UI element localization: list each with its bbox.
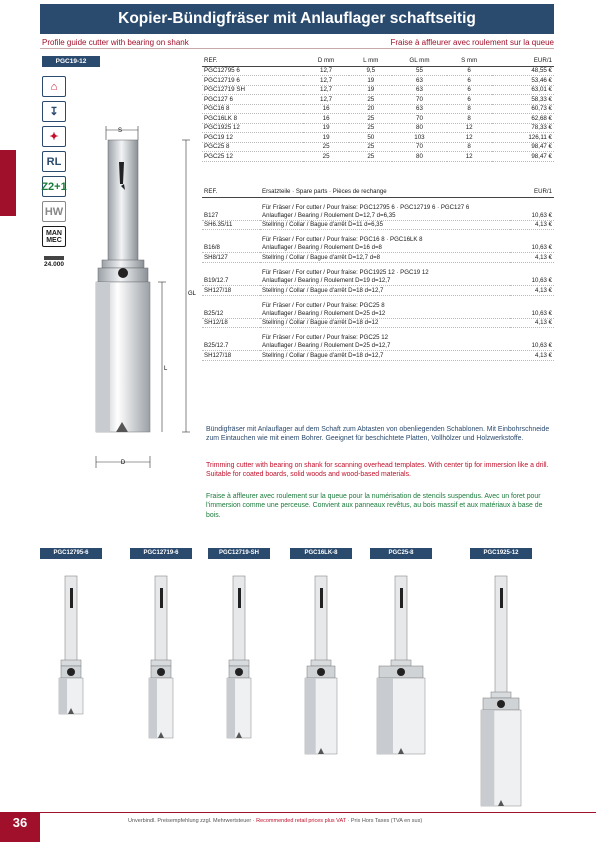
spec-body [202, 66, 554, 161]
description-de: Bündigfräser mit Anlauflager auf dem Schaft zum Abtasten von obenliegenden Schablonen. Mit Einbohrschneide zum Eintauchen wie mit einem Bohrer. Geeignet für beschichtete Platten, Vollhölzer und Holzwerkstoffe. [206, 426, 550, 443]
parts-row [202, 276, 554, 286]
part-desc: Stellring / Collar / Bague d'arrêt D=18 d=12,7 [260, 351, 510, 361]
spec-gl: 103 [392, 133, 446, 143]
feature-icons [42, 76, 68, 276]
dim-d-label: D [120, 460, 126, 466]
variant-body-shade [305, 678, 316, 754]
spec-row [202, 95, 554, 105]
spec-gl: 63 [392, 85, 446, 95]
parts-group-for: Für Fräser / For cutter / Pour fraise: PGC16 8 · PGC16LK 8 [262, 236, 423, 244]
variant-flute-mark [500, 588, 503, 608]
cutter-drawing [88, 120, 198, 470]
spec-s: 6 [447, 95, 492, 105]
spec-ref: PGC16LK 8 [202, 114, 303, 124]
part-ref: B25/12.7 [202, 341, 260, 351]
page-header [40, 4, 554, 34]
part-desc: Anlauflager / Bearing / Roulement D=19 d=12,7 [260, 276, 510, 286]
variants-row [40, 548, 554, 810]
parts-group-spacer [202, 197, 260, 211]
spec-col-l: L mm [349, 56, 392, 66]
spec-d: 12,7 [303, 76, 349, 86]
variant-label: PGC12719-6 [130, 548, 192, 559]
part-ref: SH12/18 [202, 318, 260, 328]
spec-row [202, 104, 554, 114]
variant-cutter-drawing [290, 560, 352, 810]
parts-group-heading [202, 230, 554, 244]
variant-flute-mark [70, 588, 73, 608]
variant-body-shade [227, 678, 235, 738]
dim-gl-label: GL [188, 291, 197, 297]
carbide-icon: HW [42, 201, 66, 222]
part-ref: SH6.35/11 [202, 220, 260, 230]
spec-d: 16 [303, 114, 349, 124]
variant-collar [311, 660, 331, 666]
spec-gl: 70 [392, 114, 446, 124]
footer-text-en: Recommended retail prices plus VAT [256, 818, 346, 824]
variant-body-shade [481, 710, 494, 806]
footer-text-fr: · Prix Hors Taxes (TVA en sus) [345, 818, 423, 824]
variant-flute-mark [400, 588, 403, 608]
parts-group-spacer [202, 295, 260, 309]
part-price: 10,63 € [510, 309, 554, 319]
part-price: 4,13 € [510, 285, 554, 295]
spec-s: 8 [447, 104, 492, 114]
copy-cut-icon: ✦ [42, 126, 66, 147]
rotation-icon: RL [42, 151, 66, 172]
spec-s: 12 [447, 133, 492, 143]
spec-d: 19 [303, 133, 349, 143]
spec-ref: PGC25 12 [202, 152, 303, 162]
parts-group-spacer [202, 328, 260, 342]
part-desc: Anlauflager / Bearing / Roulement D=25 d=12 [260, 309, 510, 319]
spec-d: 19 [303, 123, 349, 133]
spec-price: 78,33 € [492, 123, 554, 133]
part-price: 10,63 € [510, 211, 554, 221]
spec-l: 20 [349, 104, 392, 114]
spec-ref: PGC12719 6 [202, 76, 303, 86]
parts-group-for: Für Fräser / For cutter / Pour fraise: PGC12795 6 · PGC12719 6 · PGC127 6 [262, 203, 470, 211]
spec-price: 98,47 € [492, 142, 554, 152]
dim-l-label: L [164, 366, 168, 372]
description-fr: Fraise à affleurer avec roulement sur la queue pour la numérisation de stencils suspendus. Avec un foret pour l'immersion comme une perceuse. Convient aux panneaux revêtus, au bois massif et aux matériaux à base de bois. [206, 493, 543, 519]
spec-s: 12 [447, 123, 492, 133]
spec-d: 25 [303, 152, 349, 162]
spec-l: 25 [349, 114, 392, 124]
variant-flute-mark [238, 588, 241, 608]
variant-label: PGC12795-6 [40, 548, 102, 559]
manual-mec-icon [42, 226, 66, 247]
spec-row [202, 114, 554, 124]
speed-label: 24.000 [44, 261, 64, 268]
spec-row [202, 123, 554, 133]
parts-row [202, 220, 554, 230]
subtitle-fr: Fraise à affleurer avec roulement sur la queue [390, 38, 554, 47]
part-price: 10,63 € [510, 341, 554, 351]
spec-row [202, 66, 554, 76]
variant-label: PGC1925-12 [470, 548, 532, 559]
spec-ref: PGC16 8 [202, 104, 303, 114]
part-ref: B25/12 [202, 309, 260, 319]
parts-row [202, 341, 554, 351]
parts-group-for: Für Fräser / For cutter / Pour fraise: PGC25 8 [262, 301, 385, 309]
part-desc: Stellring / Collar / Bague d'arrêt D=12,7 d=8 [260, 253, 510, 263]
parts-group-heading [202, 328, 554, 342]
variant-bearing-hub [157, 668, 165, 676]
spec-price: 53,46 € [492, 76, 554, 86]
page-number: 36 [0, 812, 40, 842]
variant-card [290, 548, 352, 810]
spec-gl: 55 [392, 66, 446, 76]
spec-gl: 80 [392, 152, 446, 162]
spec-d: 16 [303, 104, 349, 114]
speed-icon [42, 251, 66, 272]
header-rule [40, 48, 554, 49]
part-ref: B19/12.7 [202, 276, 260, 286]
spec-s: 12 [447, 152, 492, 162]
footer-rule [0, 812, 596, 813]
variant-cutter-drawing [470, 560, 532, 810]
part-desc: Anlauflager / Bearing / Roulement D=12,7 d=6,35 [260, 211, 510, 221]
spec-price: 58,33 € [492, 95, 554, 105]
spec-gl: 70 [392, 95, 446, 105]
parts-row [202, 211, 554, 221]
part-price: 4,13 € [510, 351, 554, 361]
page-title: Kopier-Bündigfräser mit Anlauflager schaftseitig [118, 10, 476, 27]
variant-bearing-hub [497, 700, 505, 708]
spec-ref: PGC127 6 [202, 95, 303, 105]
variant-flute-mark [160, 588, 163, 608]
part-price: 10,63 € [510, 243, 554, 253]
part-price: 10,63 € [510, 276, 554, 286]
variant-cutter-drawing [130, 560, 192, 810]
parts-group-for: Für Fräser / For cutter / Pour fraise: PGC25 12 [262, 334, 388, 342]
spec-header-row [202, 56, 554, 66]
variant-body-shade [149, 678, 157, 738]
spec-price: 98,47 € [492, 152, 554, 162]
part-desc: Stellring / Collar / Bague d'arrêt D=11 d=6,35 [260, 220, 510, 230]
footer-text-de: Unverbindl. Preisempfehlung zzgl. Mehrwertsteuer · [128, 818, 257, 824]
variant-bearing-hub [67, 668, 75, 676]
spec-d: 25 [303, 142, 349, 152]
parts-row [202, 318, 554, 328]
parts-row [202, 351, 554, 361]
spec-col-ref: REF. [202, 56, 303, 66]
variant-card [470, 548, 532, 810]
variant-body-shade [377, 678, 393, 754]
spec-l: 25 [349, 142, 392, 152]
spec-gl: 63 [392, 104, 446, 114]
parts-group-heading [202, 197, 554, 211]
parts-group-heading [202, 262, 554, 276]
spec-row [202, 85, 554, 95]
mec-label: MEC [46, 236, 62, 244]
variant-card [130, 548, 192, 810]
spec-s: 6 [447, 85, 492, 95]
spec-table [202, 56, 554, 162]
model-badge: PGC19-12 [42, 56, 100, 67]
climb-cut-icon: ⌂ [42, 76, 66, 97]
description-en: Trimming cutter with bearing on shank for scanning overhead templates. With center tip for immersion like a drill. Suitable for coated boards, solid woods and wood-based materials. [206, 462, 549, 479]
plunge-icon: ↧ [42, 101, 66, 122]
spec-price: 63,01 € [492, 85, 554, 95]
dim-s-label: S [117, 128, 123, 134]
footer-text [128, 818, 422, 824]
variant-collar [491, 692, 511, 698]
spec-l: 9,5 [349, 66, 392, 76]
spec-l: 25 [349, 95, 392, 105]
spec-price: 48,55 € [492, 66, 554, 76]
parts-body [202, 197, 554, 360]
part-price: 4,13 € [510, 220, 554, 230]
spec-row [202, 133, 554, 143]
manual-label: MAN [46, 229, 62, 237]
parts-table [202, 187, 554, 361]
variant-collar [61, 660, 81, 666]
part-ref: SH127/18 [202, 285, 260, 295]
variant-label: PGC25-8 [370, 548, 432, 559]
spec-col-s: S mm [447, 56, 492, 66]
part-desc: Anlauflager / Bearing / Roulement D=25 d=12,7 [260, 341, 510, 351]
spec-price: 62,68 € [492, 114, 554, 124]
spec-row [202, 142, 554, 152]
variant-cutter-drawing [208, 560, 270, 810]
spec-row [202, 76, 554, 86]
spec-gl: 63 [392, 76, 446, 86]
part-price: 4,13 € [510, 318, 554, 328]
parts-row [202, 253, 554, 263]
spec-s: 8 [447, 114, 492, 124]
spec-ref: PGC1925 12 [202, 123, 303, 133]
spec-price: 60,73 € [492, 104, 554, 114]
spec-price: 126,11 € [492, 133, 554, 143]
parts-row [202, 309, 554, 319]
variant-bearing-hub [317, 668, 325, 676]
spec-gl: 80 [392, 123, 446, 133]
variant-flute-mark [320, 588, 323, 608]
spec-d: 12,7 [303, 95, 349, 105]
variant-card [208, 548, 270, 810]
section-tab [0, 150, 16, 216]
variant-label: PGC16LK-8 [290, 548, 352, 559]
parts-header-row [202, 187, 554, 197]
spec-ref: PGC19 12 [202, 133, 303, 143]
spec-l: 50 [349, 133, 392, 143]
variant-body-shade [59, 678, 67, 714]
part-desc: Stellring / Collar / Bague d'arrêt D=18 d=12 [260, 318, 510, 328]
part-desc: Anlauflager / Bearing / Roulement D=16 d=8 [260, 243, 510, 253]
part-ref: B16/8 [202, 243, 260, 253]
variant-bearing-hub [235, 668, 243, 676]
variant-collar [391, 660, 411, 666]
part-ref: B127 [202, 211, 260, 221]
parts-row [202, 285, 554, 295]
parts-row [202, 243, 554, 253]
spec-col-eur: EUR/1 [492, 56, 554, 66]
variant-card [370, 548, 432, 810]
parts-col-ref: REF. [202, 187, 260, 197]
spec-ref: PGC12795 6 [202, 66, 303, 76]
parts-group-heading [202, 295, 554, 309]
spec-l: 25 [349, 123, 392, 133]
spec-col-gl: GL mm [392, 56, 446, 66]
spec-d: 12,7 [303, 85, 349, 95]
variant-bearing-hub [397, 668, 405, 676]
spec-l: 19 [349, 76, 392, 86]
variant-collar [151, 660, 171, 666]
variant-cutter-drawing [370, 560, 432, 810]
parts-group-spacer [202, 262, 260, 276]
spec-s: 6 [447, 76, 492, 86]
parts-group-for: Für Fräser / For cutter / Pour fraise: PGC1925 12 · PGC19 12 [262, 268, 429, 276]
parts-group-spacer [202, 230, 260, 244]
spec-s: 6 [447, 66, 492, 76]
spec-l: 25 [349, 152, 392, 162]
part-desc: Stellring / Collar / Bague d'arrêt D=18 d=12,7 [260, 285, 510, 295]
spec-s: 8 [447, 142, 492, 152]
variant-cutter-drawing [40, 560, 102, 810]
subtitle-en: Profile guide cutter with bearing on shank [42, 38, 189, 47]
spec-col-d: D mm [303, 56, 349, 66]
variant-label: PGC12719-SH [208, 548, 270, 559]
spec-l: 19 [349, 85, 392, 95]
parts-col-desc: Ersatzteile · Spare parts · Pièces de rechange [260, 187, 510, 197]
spec-d: 12,7 [303, 66, 349, 76]
flutes-icon: Z2+1 [42, 176, 66, 197]
spec-ref: PGC12719 SH [202, 85, 303, 95]
part-ref: SH127/18 [202, 351, 260, 361]
spec-ref: PGC25 8 [202, 142, 303, 152]
spec-gl: 70 [392, 142, 446, 152]
part-ref: SH8/127 [202, 253, 260, 263]
spec-row [202, 152, 554, 162]
part-price: 4,13 € [510, 253, 554, 263]
parts-col-eur: EUR/1 [510, 187, 554, 197]
variant-collar [229, 660, 249, 666]
variant-card [40, 548, 102, 810]
